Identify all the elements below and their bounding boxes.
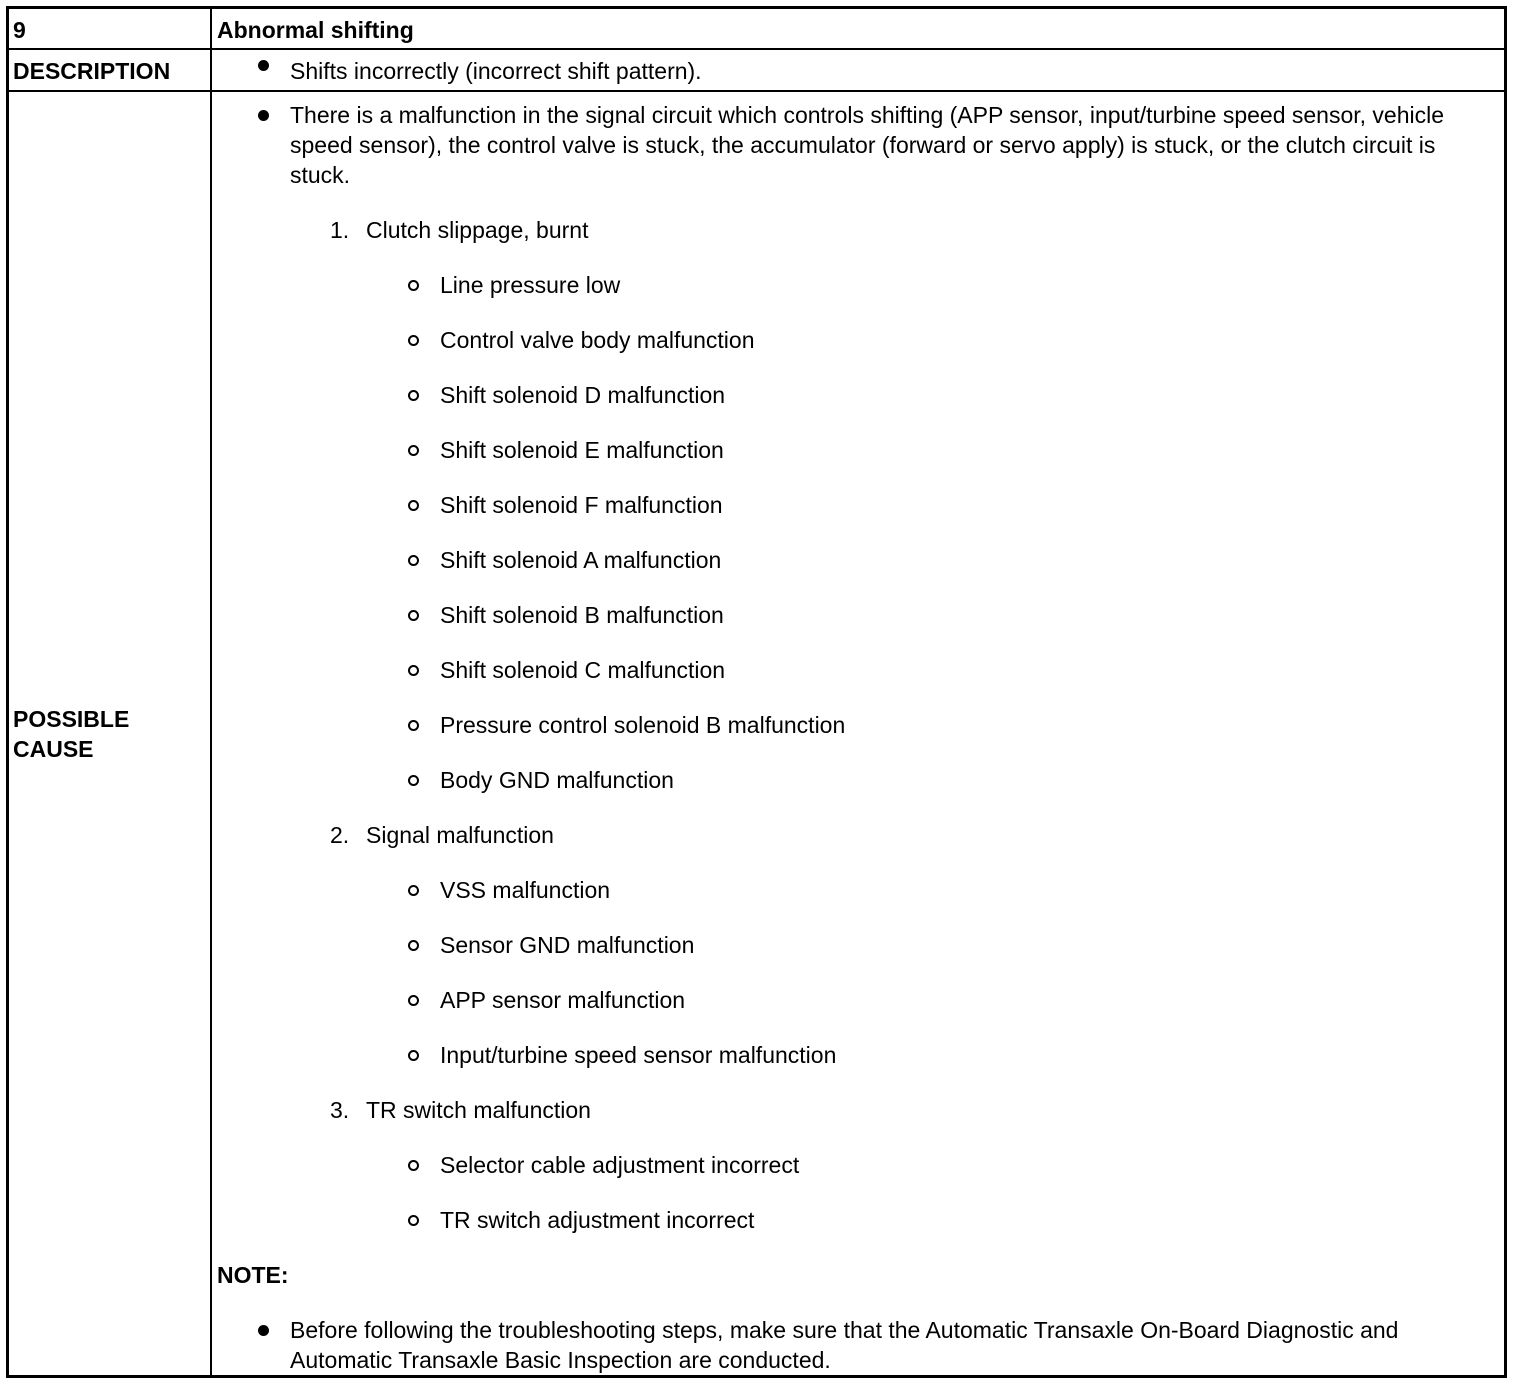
circle-bullet-icon <box>408 665 419 676</box>
bullet-dot-icon <box>258 110 269 121</box>
possible-cause-body <box>212 92 1504 1375</box>
list-item <box>212 270 1504 300</box>
possible-cause-content-cell <box>211 91 1504 1375</box>
list-item <box>212 600 1504 630</box>
list-item <box>212 710 1504 740</box>
list-item-text: Pressure control solenoid B malfunction <box>440 712 846 738</box>
list-item-text: Control valve body malfunction <box>440 327 755 353</box>
list-item-text: Shift solenoid C malfunction <box>440 657 726 683</box>
circle-bullet-icon <box>408 940 419 951</box>
cause-group-title: Clutch slippage, burnt <box>366 217 589 243</box>
possible-cause-row <box>9 91 1504 1375</box>
list-item-text: APP sensor malfunction <box>440 987 686 1013</box>
list-item <box>212 655 1504 685</box>
cause-group-title: TR switch malfunction <box>366 1097 591 1123</box>
circle-bullet-icon <box>408 775 419 786</box>
cause-group-number: 3. <box>330 1097 350 1123</box>
possible-cause-intro <box>212 100 1504 190</box>
possible-cause-label-cell <box>9 91 211 1375</box>
list-item-text: Line pressure low <box>440 272 621 298</box>
cause-group-3 <box>212 1095 1504 1125</box>
cause-group-2 <box>212 820 1504 850</box>
description-content-cell <box>211 49 1504 91</box>
possible-cause-label: POSSIBLE CAUSE <box>13 705 130 762</box>
circle-bullet-icon <box>408 500 419 511</box>
circle-bullet-icon <box>408 445 419 456</box>
possible-cause-intro-text: There is a malfunction in the signal circuit which controls shifting (APP sensor, input/turbine speed sensor, vehicle speed sensor), the control valve is stuck, the accumulator (forward or servo apply) is stuck, or the clutch circuit is stuck. <box>290 102 1445 188</box>
troubleshooting-page <box>6 6 1507 1378</box>
description-item-text: Shifts incorrectly (incorrect shift pattern). <box>290 58 702 84</box>
note-item <box>212 1315 1504 1375</box>
list-item <box>212 1040 1504 1070</box>
list-item-text: Shift solenoid E malfunction <box>440 437 724 463</box>
troubleshooting-table <box>9 9 1504 1375</box>
circle-bullet-icon <box>408 1160 419 1171</box>
circle-bullet-icon <box>408 1050 419 1061</box>
circle-bullet-icon <box>408 610 419 621</box>
list-item <box>212 930 1504 960</box>
list-item-text: Sensor GND malfunction <box>440 932 695 958</box>
list-item-text: Selector cable adjustment incorrect <box>440 1152 800 1178</box>
circle-bullet-icon <box>408 335 419 346</box>
cause-group-number: 1. <box>330 217 350 243</box>
list-item <box>212 380 1504 410</box>
list-item <box>212 1205 1504 1235</box>
header-row <box>9 9 1504 49</box>
description-label-cell <box>9 49 211 91</box>
list-item-text: TR switch adjustment incorrect <box>440 1207 755 1233</box>
step-title-cell <box>211 9 1504 49</box>
circle-bullet-icon <box>408 280 419 291</box>
list-item-text: Body GND malfunction <box>440 767 674 793</box>
circle-bullet-icon <box>408 555 419 566</box>
list-item <box>212 545 1504 575</box>
list-item <box>212 765 1504 795</box>
list-item-text: Shift solenoid B malfunction <box>440 602 724 628</box>
description-label: DESCRIPTION <box>13 58 171 84</box>
list-item <box>212 875 1504 905</box>
description-row <box>9 49 1504 91</box>
description-item <box>212 50 1504 86</box>
list-item <box>212 435 1504 465</box>
list-item-text: Shift solenoid F malfunction <box>440 492 723 518</box>
list-item-text: Input/turbine speed sensor malfunction <box>440 1042 837 1068</box>
list-item <box>212 325 1504 355</box>
list-item-text: Shift solenoid A malfunction <box>440 547 722 573</box>
bullet-dot-icon <box>258 60 269 71</box>
circle-bullet-icon <box>408 885 419 896</box>
list-item <box>212 1150 1504 1180</box>
list-item <box>212 985 1504 1015</box>
cause-group-number: 2. <box>330 822 350 848</box>
cause-group-title: Signal malfunction <box>366 822 554 848</box>
circle-bullet-icon <box>408 1215 419 1226</box>
list-item-text: VSS malfunction <box>440 877 611 903</box>
list-item <box>212 490 1504 520</box>
note-label: NOTE: <box>217 1262 289 1288</box>
step-title: Abnormal shifting <box>217 17 414 43</box>
bullet-dot-icon <box>258 1325 269 1336</box>
list-item-text: Shift solenoid D malfunction <box>440 382 726 408</box>
cause-group-1 <box>212 215 1504 245</box>
circle-bullet-icon <box>408 390 419 401</box>
note-text: Before following the troubleshooting steps, make sure that the Automatic Transaxle On-Board Diagnostic and Automatic Transaxle Basic Inspection are conducted. <box>290 1317 1399 1373</box>
step-number-cell <box>9 9 211 49</box>
step-number: 9 <box>13 17 26 43</box>
circle-bullet-icon <box>408 720 419 731</box>
circle-bullet-icon <box>408 995 419 1006</box>
